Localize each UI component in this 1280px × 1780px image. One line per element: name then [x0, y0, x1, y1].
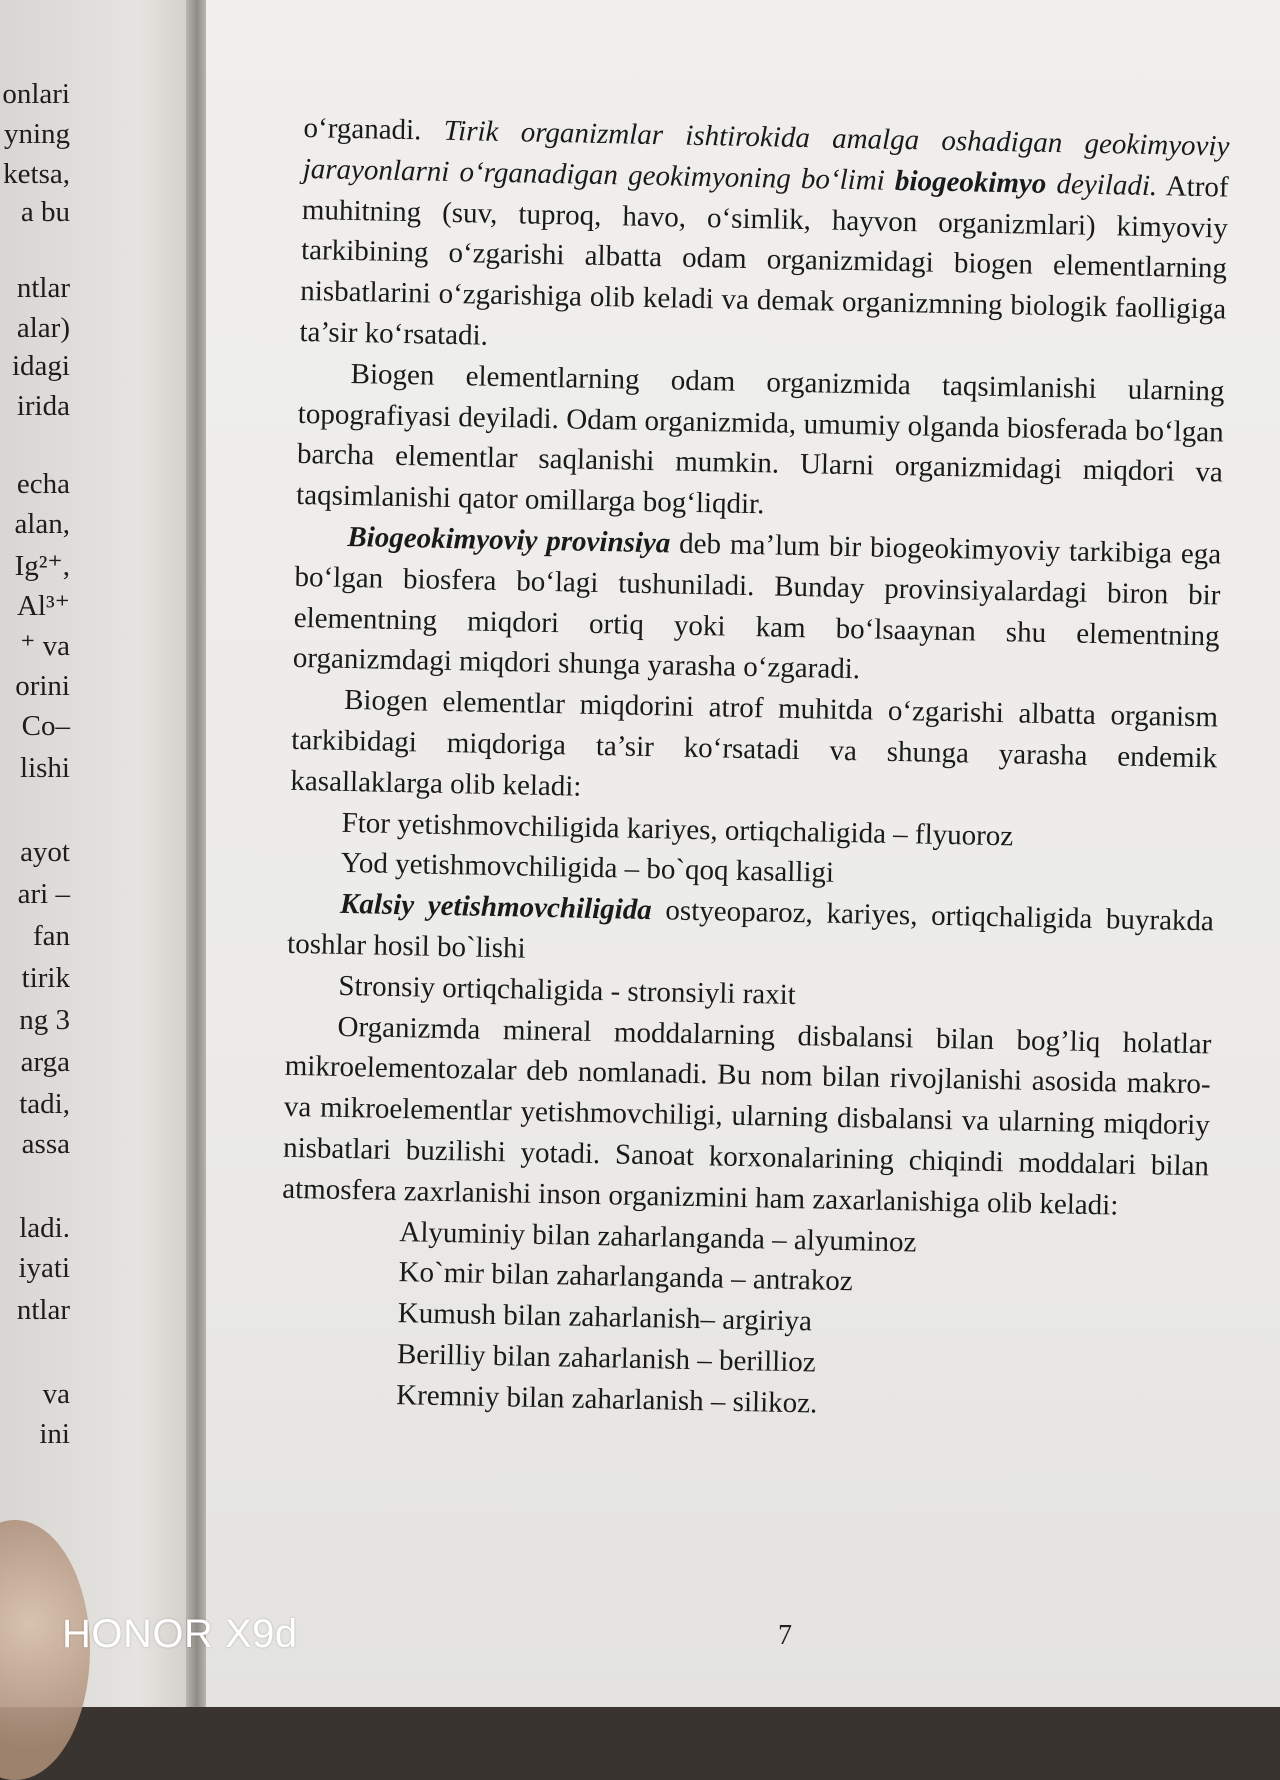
calcium-rest: ostyeoparoz, kariyes, ortiqchaligida buyrakda toshlar hosil bo`lishi [286, 894, 1215, 965]
left-page-line: ketsa, [3, 158, 70, 190]
poisoning-list [278, 1209, 1208, 1432]
left-page-line: tirik [21, 962, 70, 994]
left-page-line: irida [16, 390, 70, 422]
paragraph-4 [290, 679, 1218, 820]
text-run: Tirik organizmlar ishtirokida amalga oshadigan geokimyoviy jarayonlarni o‘rganadigan geokimyoning bo‘limi [302, 114, 1230, 197]
left-page [0, 0, 198, 1707]
disease-line-iodine: Yod yetishmovchiligida – bo`qoq kasalligi [340, 847, 835, 890]
paragraph-1 [299, 108, 1230, 371]
left-page-line: ladi. [19, 1212, 70, 1244]
camera-watermark: HONOR X9d [62, 1612, 298, 1656]
paragraph-2 [296, 353, 1225, 535]
list-item: Kremniy bilan zaharlanish – silikoz. [395, 1378, 818, 1420]
disease-line-strontium: Stronsiy ortiqchaligida - stronsiyli raxit [338, 969, 797, 1011]
left-page-line: iyati [18, 1252, 70, 1284]
left-page-line: tadi, [19, 1088, 70, 1120]
left-page-line: ari – [17, 878, 70, 910]
page-text [278, 108, 1230, 1432]
left-page-line: echa [16, 468, 70, 500]
mineral-paragraph: Organizmda mineral moddalarning disbalansi bilan bog’liq holatlar mikroelementozalar deb nomlanadi. Bu nom bilan rivojlanishi asosida makro- va mikroelementlar yetishmovchiligi, ularning disbalansi va ularning miqdoriy nisbatlari buzilishi yotadi. Sanoat korxonalarining chiqindi moddalari bilan atmosfera zaxrlanishi inson organizmini ham zaxarlanishiga olib keladi: [281, 1010, 1212, 1222]
left-page-line: Co– [21, 710, 70, 742]
disease-line-fluorine: Ftor yetishmovchiligida kariyes, ortiqchaligida – flyuoroz [341, 806, 1014, 852]
page-number: 7 [778, 1620, 792, 1651]
left-page-line: ng 3 [19, 1004, 70, 1036]
left-page-line: a bu [20, 196, 70, 228]
list-item: Kumush bilan zaharlanish– argiriya [397, 1297, 813, 1338]
left-page-line: yning [3, 118, 70, 150]
left-page-line: lishi [20, 752, 70, 784]
text-run: Atrof muhitning (suv, tuproq, havo, o‘simlik, hayvon organizmlari) kimyoviy tarkibining o‘zgarishi albatta odam organizmidagi biogen elementlarning nisbatlarini o‘zgarishiga olib keladi va demak organizmning biologik faolligiga ta’sir ko‘rsatadi. [299, 169, 1229, 352]
left-page-line: idagi [12, 350, 70, 382]
left-page-line: Ig²⁺, [14, 550, 70, 582]
text-run: Biogeokimyoviy provinsiya [347, 520, 671, 560]
text-run: biogeokimyo [894, 164, 1047, 200]
paragraph-3 [293, 516, 1222, 698]
left-page-line: ini [39, 1418, 70, 1450]
left-page-line: arga [20, 1046, 70, 1078]
text-run: o‘rganadi. [303, 111, 445, 147]
left-page-line: onlari [2, 78, 70, 110]
left-page-line: ntlar [16, 1294, 70, 1326]
left-page-line: alar) [16, 312, 70, 344]
calcium-term: Kalsiy yetishmovchiligida [339, 888, 653, 927]
left-page-line: orini [15, 670, 70, 702]
right-page [206, 0, 1280, 1707]
left-page-line: alan, [14, 508, 70, 540]
left-page-line: ⁺ va [20, 630, 70, 662]
list-item: Alyuminiy bilan zaharlanganda – alyuminoz [399, 1215, 917, 1259]
left-page-line: Al³⁺ [16, 590, 70, 622]
text-run: deb ma’lum bir biogeokimyoviy tarkibiga ega bo‘lgan biosfera bo‘lagi tushuniladi. Bunday provinsiyalardagi biron bir elementning miqdori ortiq yoki kam bo‘lsaaynan shu elementning organizmdagi miqdori shunga yarasha o‘zgaradi. [292, 527, 1222, 686]
list-item: Ko`mir bilan zaharlanganda – antrakoz [398, 1256, 854, 1298]
left-page-line: fan [32, 920, 70, 952]
list-item: Berilliy bilan zaharlanish – berillioz [396, 1338, 817, 1379]
text-run: Biogen elementlarning odam organizmida taqsimlanishi ularning topografiyasi deyiladi. Odam organizmida, umumiy olganda biosferada bo‘lgan barcha elementlar saqlanishi mumkin. Ularni organizmidagi miqdori va taqsimlanishi qator omillarga bog‘liqdir. [295, 357, 1225, 521]
left-page-line: ayot [20, 836, 70, 868]
left-page-line: va [42, 1378, 70, 1410]
left-page-line: ntlar [16, 272, 70, 304]
text-run: Biogen elementlar miqdorini atrof muhitda o‘zgarishi albatta organism tarkibidagi miqdoriga ta’sir ko‘rsatadi va shunga yarasha endemik kasallaklarga olib keladi: [290, 684, 1219, 803]
left-page-line: assa [21, 1128, 70, 1160]
text-run: deyiladi. [1046, 167, 1158, 202]
